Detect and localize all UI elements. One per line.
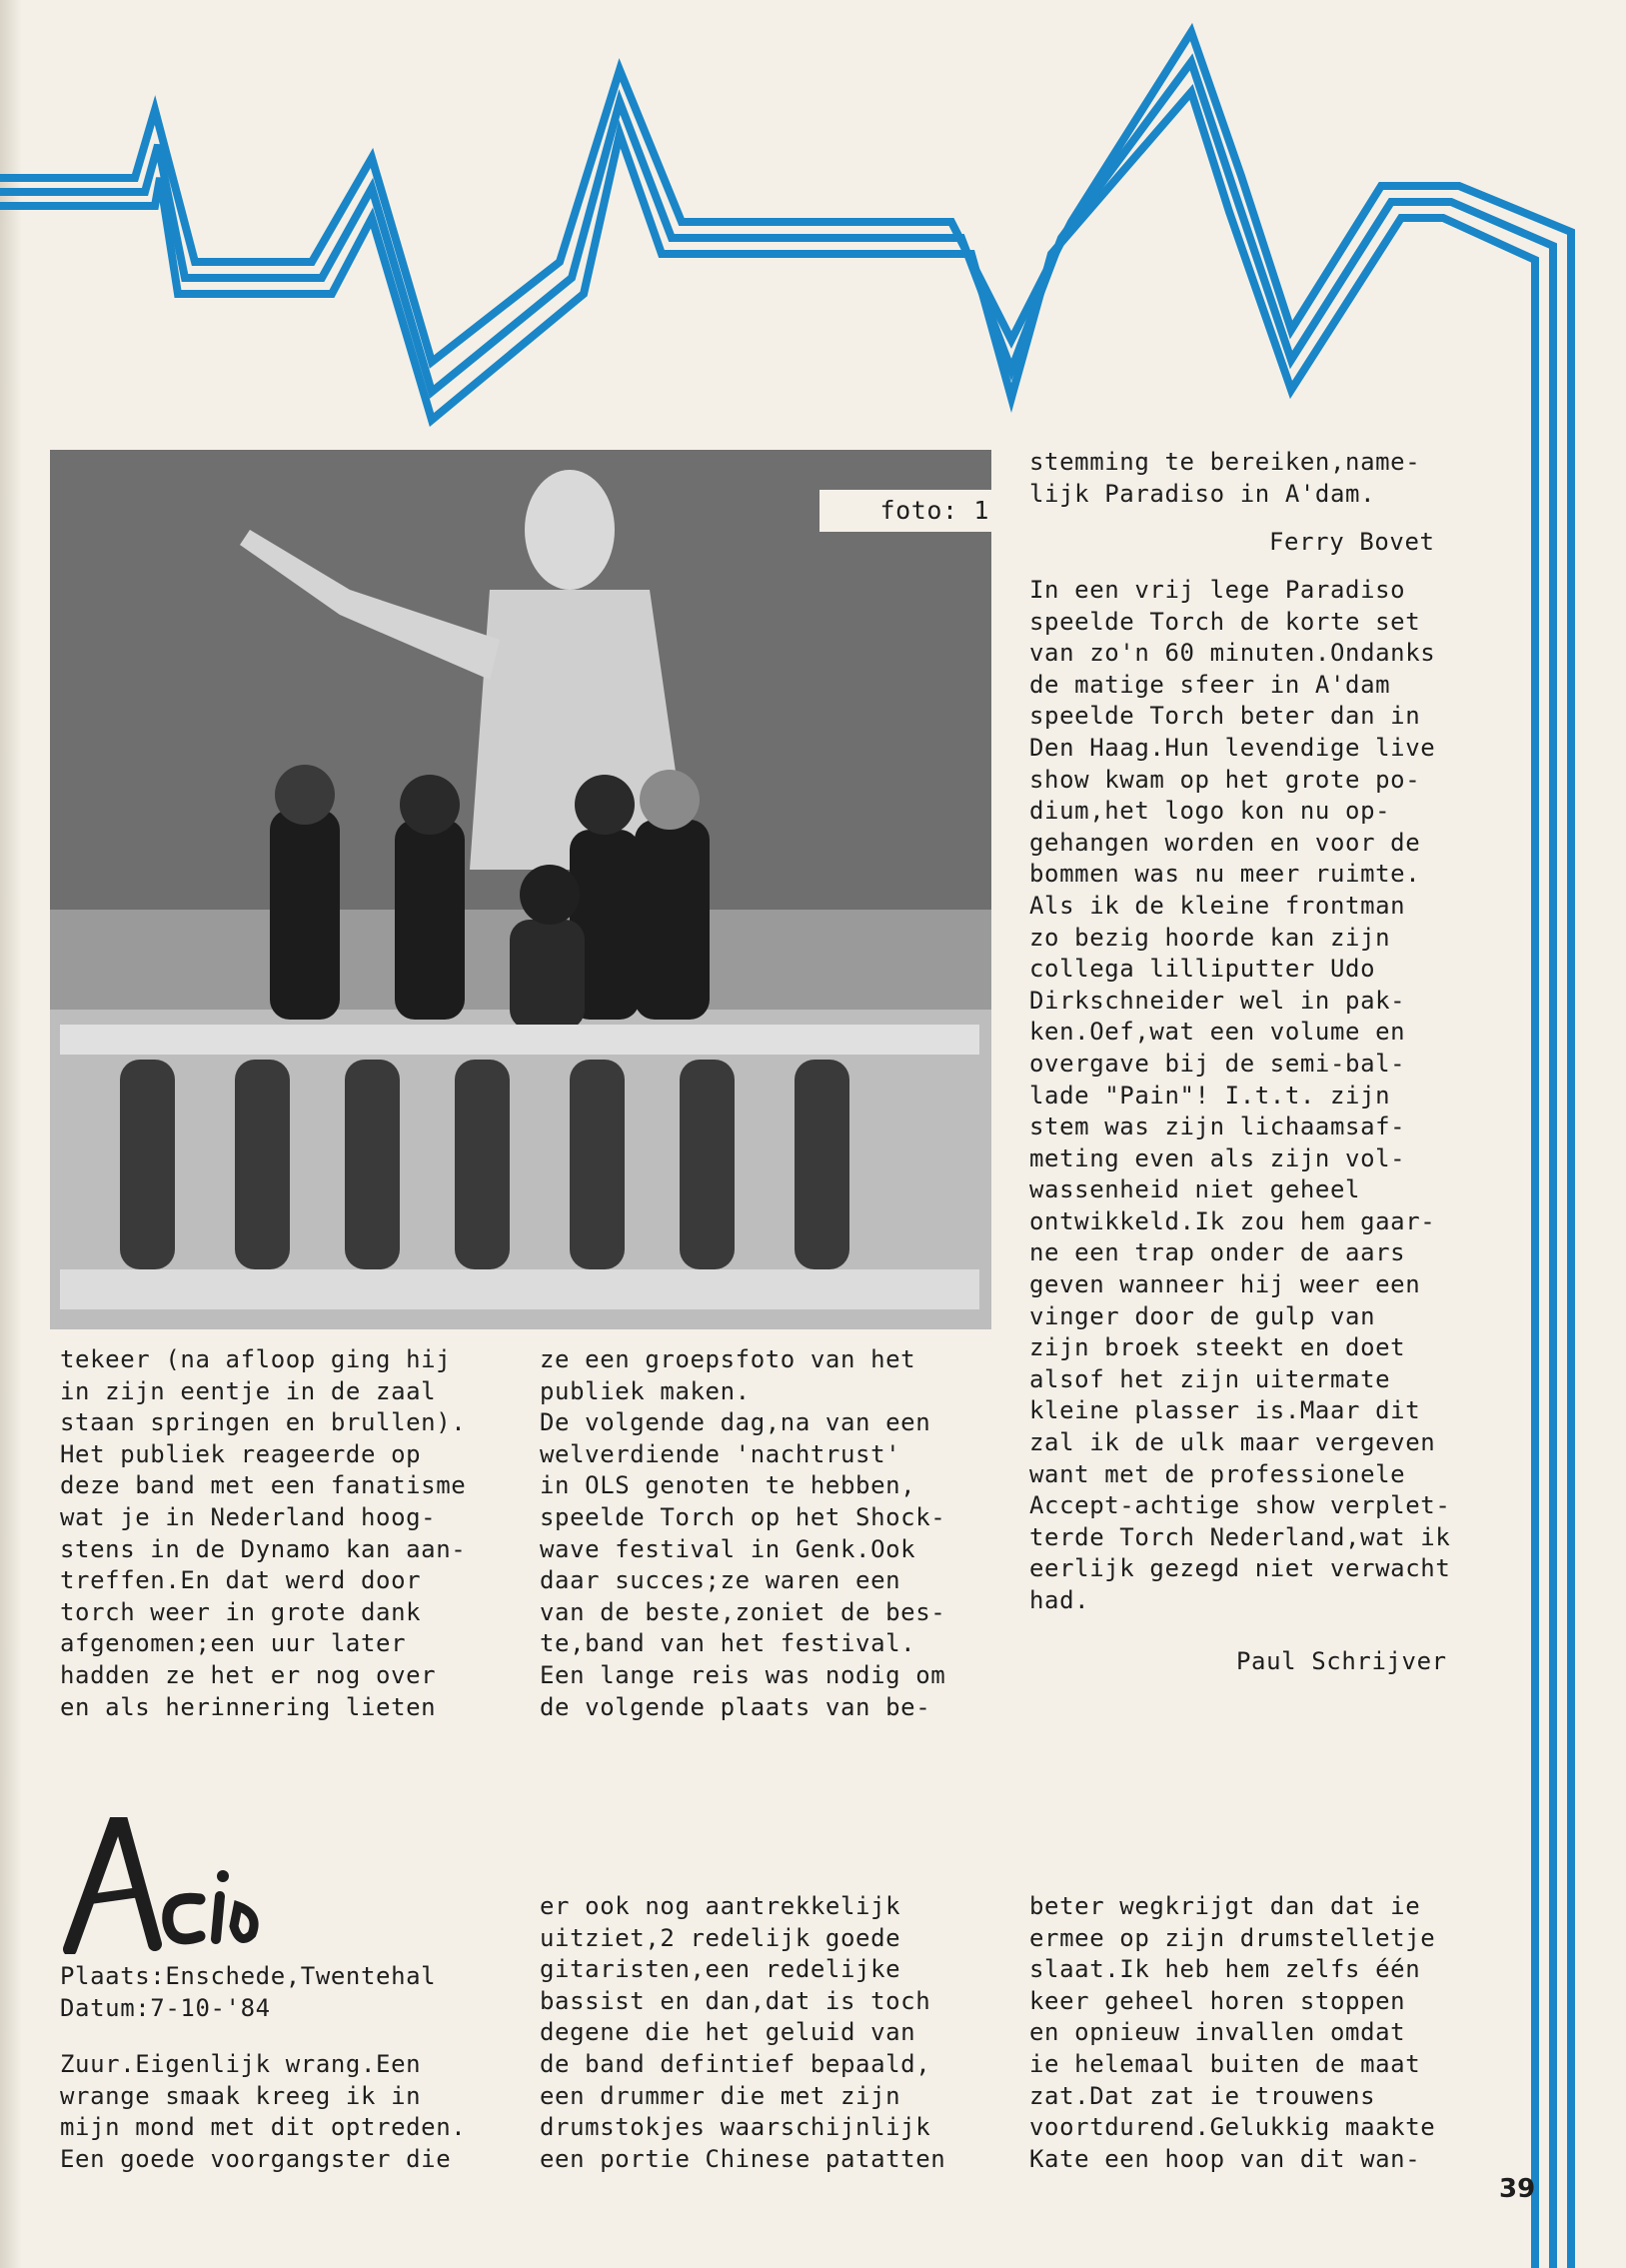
text-line: kleine plasser is.Maar dit: [1029, 1396, 1421, 1425]
text-line: een portie Chinese patatten: [540, 2144, 946, 2173]
text-line: geven wanneer hij weer een: [1029, 1270, 1421, 1299]
text-line: de matige sfeer in A'dam: [1029, 670, 1391, 699]
text-line: hadden ze het er nog over: [60, 1660, 437, 1689]
band-photo-image: [50, 450, 991, 1329]
text-line: ontwikkeld.Ik zou hem gaar-: [1029, 1206, 1436, 1235]
text-line: de band defintief bepaald,: [540, 2049, 931, 2078]
text-line: wave festival in Genk.Ook: [540, 1534, 916, 1563]
text-line: terde Torch Nederland,wat ik: [1029, 1522, 1451, 1551]
text-line: Een goede voorgangster die: [60, 2144, 452, 2173]
text-line: stens in de Dynamo kan aan-: [60, 1534, 467, 1563]
text-line: ze een groepsfoto van het: [540, 1345, 916, 1373]
text-line: beter wegkrijgt dan dat ie: [1029, 1892, 1421, 1920]
text-line: keer geheel horen stoppen: [1029, 1986, 1406, 2015]
band-photo: [50, 450, 991, 1329]
text-line: lade "Pain"! I.t.t. zijn: [1029, 1081, 1391, 1110]
text-line: degene die het geluid van: [540, 2018, 916, 2047]
text-line: daar succes;ze waren een: [540, 1566, 901, 1595]
text-line: welverdiende 'nachtrust': [540, 1439, 901, 1468]
text-line: in zijn eentje in de zaal: [60, 1376, 437, 1405]
text-line: De volgende dag,na van een: [540, 1408, 931, 1437]
text-line: ken.Oef,wat een volume en: [1029, 1018, 1406, 1047]
text-line: speelde Torch op het Shock-: [540, 1502, 946, 1531]
text-line: de volgende plaats van be-: [540, 1692, 931, 1721]
text-line: zo bezig hoorde kan zijn: [1029, 923, 1391, 952]
text-line: show kwam op het grote po-: [1029, 765, 1421, 794]
text-line: slaat.Ik heb hem zelfs één: [1029, 1955, 1421, 1984]
photo-caption: foto: 1: [819, 490, 999, 532]
text-line: uitziet,2 redelijk goede: [540, 1923, 901, 1952]
text-line: Kate een hoop van dit wan-: [1029, 2144, 1421, 2173]
text-line: ne een trap onder de aars: [1029, 1238, 1406, 1267]
text-line: en als herinnering lieten: [60, 1692, 437, 1721]
text-line: voortdurend.Gelukkig maakte: [1029, 2113, 1436, 2142]
text-line: overgave bij de semi-bal-: [1029, 1049, 1406, 1078]
acid-review-column-2: [540, 1891, 945, 2175]
text-line: er ook nog aantrekkelijk: [540, 1892, 901, 1920]
text-line: zijn broek steekt en doet: [1029, 1333, 1406, 1362]
torch-review-column-3: [1029, 575, 1450, 1617]
author-ferry-bovet: Ferry Bovet: [1269, 528, 1435, 556]
text-line: afgenomen;een uur later: [60, 1629, 407, 1658]
text-line: alsof het zijn uitermate: [1029, 1364, 1391, 1393]
text-line: wassenheid niet geheel: [1029, 1175, 1361, 1204]
text-line: gehangen worden en voor de: [1029, 828, 1421, 857]
text-line: wat je in Nederland hoog-: [60, 1502, 437, 1531]
text-line: eerlijk gezegd niet verwacht: [1029, 1554, 1451, 1583]
text-line: Den Haag.Hun levendige live: [1029, 733, 1436, 762]
acid-review-column-3: [1029, 1891, 1435, 2175]
text-line: en opnieuw invallen omdat: [1029, 2018, 1406, 2047]
text-line: Het publiek reageerde op: [60, 1439, 422, 1468]
acid-place: Plaats:Enschede,Twentehal: [60, 1962, 437, 1990]
text-line: speelde Torch beter dan in: [1029, 702, 1421, 731]
text-line: bommen was nu meer ruimte.: [1029, 860, 1421, 889]
text-line: Een lange reis was nodig om: [540, 1660, 946, 1689]
text-line: een drummer die met zijn: [540, 2081, 901, 2110]
text-line: In een vrij lege Paradiso: [1029, 576, 1406, 604]
text-line: zat.Dat zat ie trouwens: [1029, 2081, 1376, 2110]
text-line: staan springen en brullen).: [60, 1408, 467, 1437]
text-line: van de beste,zoniet de bes-: [540, 1597, 946, 1626]
torch-review-column-3-intro: [1029, 447, 1420, 510]
text-line: ie helemaal buiten de maat: [1029, 2049, 1421, 2078]
text-line: tekeer (na afloop ging hij: [60, 1345, 452, 1373]
text-line: speelde Torch de korte set: [1029, 607, 1421, 636]
text-line: drumstokjes waarschijnlijk: [540, 2113, 931, 2142]
text-line: mijn mond met dit optreden.: [60, 2113, 467, 2142]
torch-review-column-1: [60, 1344, 466, 1723]
text-line: stem was zijn lichaamsaf-: [1029, 1113, 1406, 1141]
page-number: 39: [1499, 2174, 1536, 2204]
text-line: lijk Paradiso in A'dam.: [1029, 479, 1376, 508]
text-line: zal ik de ulk maar vergeven: [1029, 1428, 1436, 1457]
text-line: Accept-achtige show verplet-: [1029, 1491, 1451, 1520]
text-line: Dirkschneider wel in pak-: [1029, 986, 1406, 1015]
text-line: collega lilliputter Udo: [1029, 955, 1376, 984]
text-line: torch weer in grote dank: [60, 1597, 422, 1626]
text-line: van zo'n 60 minuten.Ondanks: [1029, 639, 1436, 668]
text-line: dium,het logo kon nu op-: [1029, 797, 1391, 826]
text-line: gitaristen,een redelijke: [540, 1955, 901, 1984]
text-line: treffen.En dat werd door: [60, 1566, 422, 1595]
text-line: stemming te bereiken,name-: [1029, 448, 1421, 476]
text-line: had.: [1029, 1586, 1090, 1614]
text-line: wrange smaak kreeg ik in: [60, 2081, 422, 2110]
text-line: te,band van het festival.: [540, 1629, 916, 1658]
text-line: Als ik de kleine frontman: [1029, 891, 1406, 920]
text-line: vinger door de gulp van: [1029, 1301, 1376, 1330]
acid-review-column-1: [60, 2049, 466, 2175]
torch-review-column-2: [540, 1344, 945, 1723]
text-line: publiek maken.: [540, 1376, 751, 1405]
acid-date: Datum:7-10-'84: [60, 1994, 271, 2022]
author-paul-schrijver: Paul Schrijver: [1236, 1647, 1447, 1675]
text-line: ermee op zijn drumstelletje: [1029, 1923, 1436, 1952]
acid-band-logo: [60, 1814, 260, 1954]
text-line: Zuur.Eigenlijk wrang.Een: [60, 2050, 422, 2078]
text-line: bassist en dan,dat is toch: [540, 1986, 931, 2015]
text-line: meting even als zijn vol-: [1029, 1143, 1406, 1172]
text-line: deze band met een fanatisme: [60, 1471, 467, 1500]
text-line: in OLS genoten te hebben,: [540, 1471, 916, 1500]
text-line: want met de professionele: [1029, 1459, 1406, 1488]
